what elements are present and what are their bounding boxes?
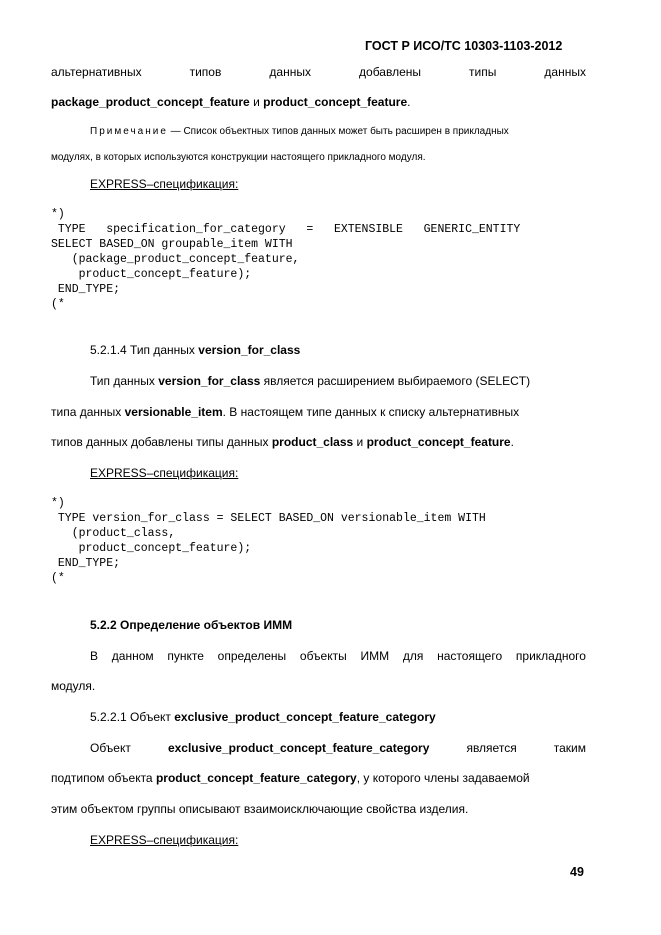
code-line: TYPE version_for_class = SELECT BASED_ON versionable_item WITH	[51, 512, 486, 525]
text: и	[249, 95, 264, 109]
text: .	[510, 435, 514, 449]
text: , у которого члены задаваемой	[356, 771, 530, 785]
paragraph-line	[51, 65, 586, 79]
entity-name: versionable_item	[124, 405, 223, 419]
word: для	[402, 649, 424, 663]
code-line: TYPE specification_for_category = EXTENSIBLE GENERIC_ENTITY	[51, 223, 521, 236]
word: настоящего	[437, 649, 503, 663]
paragraph-line	[90, 741, 586, 755]
entity-name: package_product_concept_feature	[51, 95, 250, 109]
word: альтернативных	[51, 65, 142, 79]
word: определены	[217, 649, 287, 663]
word: данных	[544, 65, 586, 79]
entity-name: product_concept_feature	[366, 435, 511, 449]
paragraph-line: этим объектом группы описывают взаимоисключающие свойства изделия.	[51, 802, 469, 816]
page-number: 49	[570, 865, 584, 879]
document-code: ГОСТ Р ИСО/ТС 10303-1103-2012	[365, 39, 563, 53]
paragraph-line	[51, 771, 530, 785]
entity-name: exclusive_product_concept_feature_category	[167, 741, 430, 755]
entity-name: product_class	[271, 435, 354, 449]
paragraph-line	[90, 374, 530, 388]
paragraph-line	[51, 405, 519, 419]
paragraph-line	[51, 95, 410, 109]
word: добавлены	[359, 65, 421, 79]
text: . В настоящем типе данных к списку альтернативных	[222, 405, 520, 419]
code-line: product_concept_feature);	[51, 542, 252, 555]
paragraph-line	[90, 649, 586, 663]
text: и	[353, 435, 367, 449]
code-line: product_concept_feature);	[51, 268, 252, 281]
paragraph-line	[51, 435, 514, 449]
entity-name: version_for_class	[158, 374, 261, 388]
text: .	[407, 95, 411, 109]
code-line: (product_class,	[51, 527, 176, 540]
code-line: END_TYPE;	[51, 557, 121, 570]
code-line: SELECT BASED_ON groupable_item WITH	[51, 238, 293, 251]
text: подтипом объекта	[51, 771, 156, 785]
word: В	[90, 649, 99, 663]
note-line	[90, 125, 509, 139]
code-line: *)	[51, 208, 65, 221]
word: объекты	[299, 649, 347, 663]
word: пункте	[167, 649, 204, 663]
text: Тип данных	[90, 374, 159, 388]
word: данных	[269, 65, 311, 79]
text: типа данных	[51, 405, 125, 419]
code-line: (package_product_concept_feature,	[51, 253, 300, 266]
section-heading	[90, 710, 436, 724]
code-line: END_TYPE;	[51, 283, 121, 296]
word: прикладного	[515, 649, 586, 663]
entity-name: product_concept_feature_category	[155, 771, 357, 785]
heading-entity: exclusive_product_concept_feature_category	[174, 710, 436, 724]
word: Объект	[90, 741, 131, 755]
word: является	[466, 741, 517, 755]
word: данном	[111, 649, 154, 663]
code-line: (*	[51, 298, 65, 311]
express-spec-label: EXPRESS–спецификация:	[90, 177, 239, 191]
express-spec-label: EXPRESS–спецификация:	[90, 466, 239, 480]
word: типы	[469, 65, 497, 79]
heading-number: 5.2.2.1 Объект	[90, 710, 175, 724]
code-line: (*	[51, 572, 65, 585]
note-label: Примечание	[90, 126, 168, 137]
word: типов	[189, 65, 222, 79]
note-text: Список объектных типов данных может быть расширен в прикладных	[183, 126, 509, 137]
note-line: модулях, в которых используются конструкции настоящего прикладного модуля.	[51, 152, 426, 163]
paragraph-line: модуля.	[51, 679, 96, 693]
text: типов данных добавлены типы данных	[51, 435, 272, 449]
entity-name: product_concept_feature	[263, 95, 408, 109]
code-line: *)	[51, 497, 65, 510]
heading-number: 5.2.1.4 Тип данных	[90, 343, 199, 357]
section-heading: 5.2.2 Определение объектов ИММ	[90, 618, 293, 632]
note-dash: —	[167, 126, 184, 137]
section-heading	[90, 343, 300, 357]
heading-entity: version_for_class	[198, 343, 301, 357]
express-spec-label: EXPRESS–спецификация:	[90, 833, 239, 847]
word: ИММ	[360, 649, 390, 663]
word: таким	[553, 741, 586, 755]
text: является расширением выбираемого (SELECT)	[260, 374, 531, 388]
